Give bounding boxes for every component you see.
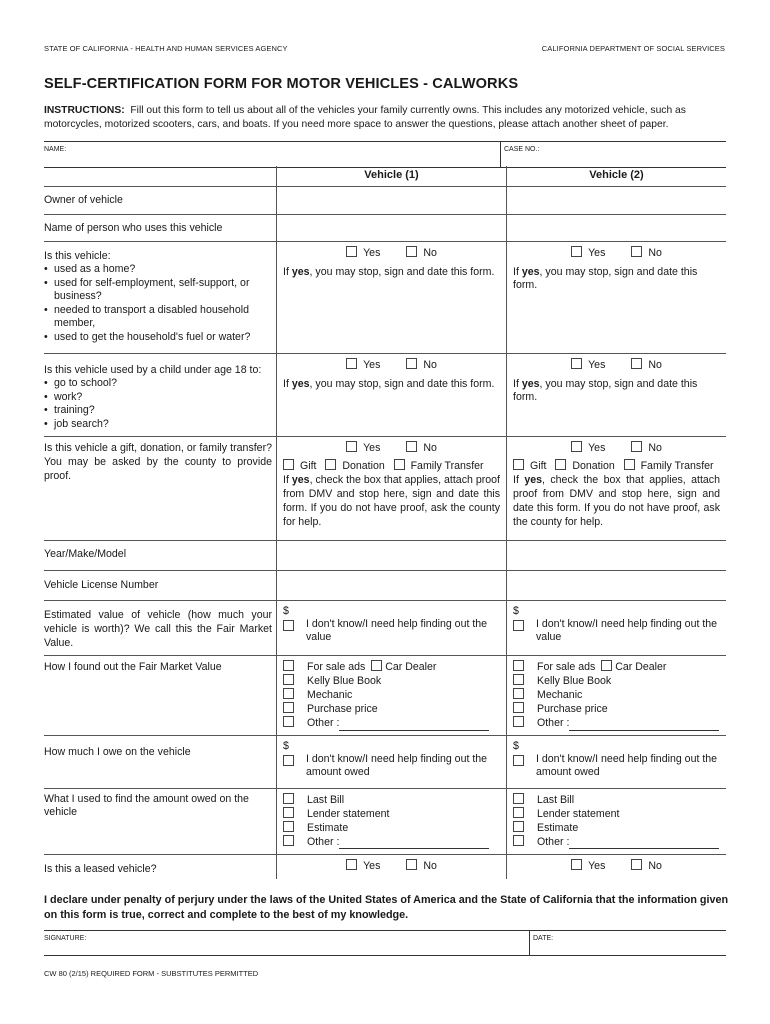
dont-know-label: I don't know/I need help finding out the value xyxy=(306,617,488,643)
child-v2 xyxy=(507,353,727,436)
other-label: Other : xyxy=(537,717,570,730)
no-label: No xyxy=(648,859,662,872)
note-yes: yes xyxy=(291,377,310,390)
is-this-list xyxy=(44,263,272,344)
no-label: No xyxy=(648,441,662,454)
is-this-item: • used to get the household's fuel or water? xyxy=(44,331,272,345)
yes-label: Yes xyxy=(363,859,381,872)
row-owe-source xyxy=(44,788,726,854)
is-this-item: • used as a home? xyxy=(44,263,272,277)
license-v2-input[interactable] xyxy=(507,570,727,600)
no-checkbox[interactable] xyxy=(406,859,417,870)
note-stop: , you may stop, sign and date this form. xyxy=(513,265,698,291)
owner-v2-input[interactable] xyxy=(507,186,727,214)
sale-ads-checkbox[interactable] xyxy=(283,660,294,671)
donation-checkbox[interactable] xyxy=(325,459,336,470)
owe-source-text: What I used to find the amount owed on the vehicle xyxy=(44,792,249,819)
header-agency: STATE OF CALIFORNIA - HEALTH AND HUMAN SERVICES AGENCY xyxy=(44,44,288,53)
note-if: If xyxy=(283,473,292,486)
owe-source-label xyxy=(44,788,277,854)
user-label: Name of person who uses this vehicle xyxy=(44,214,277,241)
yes-checkbox[interactable] xyxy=(346,246,357,257)
gift-note-text: , check the box that applies, attach proof from DMV and stop here, sign and date this form. If you do not have proof, ask the county for help. xyxy=(513,473,720,528)
yes-checkbox[interactable] xyxy=(346,358,357,369)
gift-option-label: Gift xyxy=(530,459,547,472)
other-label: Other : xyxy=(307,717,340,730)
other-checkbox[interactable] xyxy=(513,716,524,727)
purchase-price-checkbox[interactable] xyxy=(283,702,294,713)
child-list xyxy=(44,377,272,431)
other-checkbox[interactable] xyxy=(283,835,294,846)
donation-option-label: Donation xyxy=(342,459,385,472)
lender-statement-label: Lender statement xyxy=(537,807,620,820)
family-transfer-checkbox[interactable] xyxy=(624,459,635,470)
is-this-question xyxy=(44,241,277,353)
estimate-label: Estimate xyxy=(307,821,349,834)
value-v2 xyxy=(507,600,727,655)
yes-label: Yes xyxy=(588,246,606,259)
child-label: Is this vehicle used by a child under age 18 to: xyxy=(44,363,262,376)
ymm-v1-input[interactable] xyxy=(277,540,507,570)
is-this-v1 xyxy=(277,241,507,353)
gift-v1 xyxy=(277,436,507,540)
child-item: • go to school? xyxy=(44,377,272,391)
gift-label: Is this vehicle a gift, donation, or family transfer? You may be asked by the county to provide proof. xyxy=(44,441,272,482)
no-label: No xyxy=(423,358,437,371)
row-license xyxy=(44,570,726,600)
yes-checkbox[interactable] xyxy=(346,441,357,452)
no-checkbox[interactable] xyxy=(631,246,642,257)
header-department: CALIFORNIA DEPARTMENT OF SOCIAL SERVICES xyxy=(541,44,725,53)
instructions-text: Fill out this form to tell us about all of the vehicles your family currently owns. This includes any motorized vehicle, such as motorcycles, motorized scooters, cars, and boats. If you need more space to answer the questions, please attach another sheet of paper. xyxy=(44,105,686,130)
row-owe xyxy=(44,735,726,788)
yes-label: Yes xyxy=(363,358,381,371)
child-item: • work? xyxy=(44,391,272,405)
mechanic-label: Mechanic xyxy=(307,688,353,701)
owe-dont-know xyxy=(513,753,720,780)
yes-checkbox[interactable] xyxy=(346,859,357,870)
row-child xyxy=(44,353,726,436)
row-year-make-model xyxy=(44,540,726,570)
gift-question xyxy=(44,436,277,540)
lender-statement-label: Lender statement xyxy=(307,807,390,820)
row-owner xyxy=(44,186,726,214)
note-if: If xyxy=(513,377,522,390)
family-transfer-option-label: Family Transfer xyxy=(640,459,714,472)
note-yes: yes xyxy=(291,265,310,278)
vehicle-table xyxy=(44,166,726,879)
sale-ads-label: For sale ads xyxy=(307,660,366,673)
owe-v2 xyxy=(507,735,727,788)
value-dont-know xyxy=(283,618,500,645)
ymm-v2-input[interactable] xyxy=(507,540,727,570)
estimate-checkbox[interactable] xyxy=(513,821,524,832)
license-v1-input[interactable] xyxy=(277,570,507,600)
note-yes: yes xyxy=(521,377,540,390)
child-item: • training? xyxy=(44,404,272,418)
car-dealer-checkbox[interactable] xyxy=(371,660,382,671)
donation-checkbox[interactable] xyxy=(555,459,566,470)
dont-know-label: I don't know/I need help finding out the amount owed xyxy=(306,752,488,779)
note-yes: yes xyxy=(524,473,542,486)
purchase-price-label: Purchase price xyxy=(307,703,378,716)
row-value xyxy=(44,600,726,655)
car-dealer-label: Car Dealer xyxy=(615,660,667,673)
note-yes: yes xyxy=(521,265,540,278)
signature-field[interactable]: SIGNATURE: xyxy=(44,935,87,942)
other-label: Other : xyxy=(307,836,340,849)
is-this-item: • needed to transport a disabled household member, xyxy=(44,304,272,331)
stop-note xyxy=(283,378,500,392)
leased-v2 xyxy=(507,854,727,879)
lender-statement-checkbox[interactable] xyxy=(513,807,524,818)
yes-checkbox[interactable] xyxy=(571,859,582,870)
mechanic-checkbox[interactable] xyxy=(283,688,294,699)
value-label: Estimated value of vehicle (how much your vehicle is worth)? We call this the Fair Market Value. xyxy=(44,608,272,649)
is-this-v2 xyxy=(507,241,727,353)
gift-v2 xyxy=(507,436,727,540)
no-label: No xyxy=(423,441,437,454)
family-transfer-option-label: Family Transfer xyxy=(410,459,484,472)
owe-label: How much I owe on the vehicle xyxy=(44,735,277,788)
how-found-label: How I found out the Fair Market Value xyxy=(44,655,277,735)
gift-options xyxy=(513,459,720,473)
no-label: No xyxy=(648,358,662,371)
child-v1 xyxy=(277,353,507,436)
other-input[interactable] xyxy=(339,720,489,731)
note-if: If xyxy=(513,473,525,486)
last-bill-checkbox[interactable] xyxy=(513,793,524,804)
owe-v1 xyxy=(277,735,507,788)
vehicle-2-header: Vehicle (2) xyxy=(507,166,727,186)
kbb-label: Kelly Blue Book xyxy=(307,674,382,687)
sale-ads-label: For sale ads xyxy=(537,660,596,673)
row-is-this xyxy=(44,241,726,353)
yes-label: Yes xyxy=(363,246,381,259)
gift-checkbox[interactable] xyxy=(283,459,294,470)
instructions xyxy=(44,104,730,132)
note-stop: , you may stop, sign and date this form. xyxy=(309,377,495,390)
stop-note xyxy=(513,378,720,405)
gift-note xyxy=(513,473,720,529)
vehicle-1-header: Vehicle (1) xyxy=(277,166,507,186)
child-item: • job search? xyxy=(44,418,272,432)
car-dealer-label: Car Dealer xyxy=(385,660,437,673)
license-label: Vehicle License Number xyxy=(44,570,277,600)
yes-checkbox[interactable] xyxy=(571,441,582,452)
value-v1 xyxy=(277,600,507,655)
sale-ads-checkbox[interactable] xyxy=(513,660,524,671)
dont-know-checkbox[interactable] xyxy=(513,755,524,766)
value-question xyxy=(44,600,277,655)
gift-option-label: Gift xyxy=(300,459,317,472)
column-header-row xyxy=(44,166,726,186)
declaration: I declare under penalty of perjury under the laws of the United States of America and the State of California that the information given on this form is true, correct and complete to the best of my knowledge. xyxy=(44,894,729,921)
owe-dont-know xyxy=(283,753,500,780)
purchase-price-checkbox[interactable] xyxy=(513,702,524,713)
note-if: If xyxy=(513,265,522,278)
purchase-price-label: Purchase price xyxy=(537,703,608,716)
no-label: No xyxy=(648,246,662,259)
gift-note xyxy=(283,473,500,529)
other-label: Other : xyxy=(537,836,570,849)
other-input[interactable] xyxy=(569,720,719,731)
owner-v1-input[interactable] xyxy=(277,186,507,214)
leased-label: Is this a leased vehicle? xyxy=(44,862,157,875)
note-if: If xyxy=(283,265,292,278)
stop-note xyxy=(513,266,720,293)
mechanic-label: Mechanic xyxy=(537,688,583,701)
signature-row xyxy=(44,930,726,956)
kbb-label: Kelly Blue Book xyxy=(537,674,612,687)
mechanic-checkbox[interactable] xyxy=(513,688,524,699)
date-field[interactable]: DATE: xyxy=(533,935,554,942)
stop-note xyxy=(283,266,500,280)
yes-label: Yes xyxy=(363,441,381,454)
no-checkbox[interactable] xyxy=(631,859,642,870)
note-stop: , you may stop, sign and date this form. xyxy=(309,265,495,278)
row-how-found xyxy=(44,655,726,735)
other-checkbox[interactable] xyxy=(283,716,294,727)
owner-label: Owner of vehicle xyxy=(44,186,277,214)
dollar-sign[interactable]: $ xyxy=(283,739,289,752)
yes-label: Yes xyxy=(588,441,606,454)
yes-checkbox[interactable] xyxy=(571,358,582,369)
owe-source-v2 xyxy=(507,788,727,854)
no-checkbox[interactable] xyxy=(406,358,417,369)
lender-statement-checkbox[interactable] xyxy=(283,807,294,818)
row-leased xyxy=(44,854,726,879)
leased-v1 xyxy=(277,854,507,879)
owe-source-v1 xyxy=(277,788,507,854)
dont-know-checkbox[interactable] xyxy=(283,620,294,631)
name-case-row xyxy=(44,141,726,168)
no-checkbox[interactable] xyxy=(406,246,417,257)
yes-label: Yes xyxy=(588,859,606,872)
dollar-sign[interactable]: $ xyxy=(513,604,519,617)
other-input[interactable] xyxy=(569,838,719,849)
no-label: No xyxy=(423,246,437,259)
gift-options xyxy=(283,459,500,473)
signature-date-divider xyxy=(529,931,530,955)
other-input[interactable] xyxy=(339,838,489,849)
last-bill-checkbox[interactable] xyxy=(283,793,294,804)
how-found-v2 xyxy=(507,655,727,735)
note-stop: , you may stop, sign and date this form. xyxy=(513,377,698,403)
row-gift xyxy=(44,436,726,540)
kbb-checkbox[interactable] xyxy=(283,674,294,685)
car-dealer-checkbox[interactable] xyxy=(601,660,612,671)
dont-know-label: I don't know/I need help finding out the value xyxy=(536,617,718,643)
no-checkbox[interactable] xyxy=(631,358,642,369)
estimate-checkbox[interactable] xyxy=(283,821,294,832)
header-blank xyxy=(44,166,277,186)
ymm-label: Year/Make/Model xyxy=(44,540,277,570)
dollar-sign[interactable]: $ xyxy=(513,739,519,752)
no-checkbox[interactable] xyxy=(406,441,417,452)
yes-checkbox[interactable] xyxy=(571,246,582,257)
dont-know-checkbox[interactable] xyxy=(513,620,524,631)
dont-know-label: I don't know/I need help finding out the amount owed xyxy=(536,752,718,779)
gift-checkbox[interactable] xyxy=(513,459,524,470)
case-number-field[interactable]: CASE NO.: xyxy=(504,146,540,153)
name-case-divider xyxy=(500,142,501,167)
user-v1-input[interactable] xyxy=(277,214,507,241)
yes-label: Yes xyxy=(588,358,606,371)
note-if: If xyxy=(283,377,292,390)
estimate-label: Estimate xyxy=(537,821,579,834)
form-footer: CW 80 (2/15) REQUIRED FORM - SUBSTITUTES PERMITTED xyxy=(44,969,259,978)
family-transfer-checkbox[interactable] xyxy=(394,459,405,470)
name-field[interactable]: NAME: xyxy=(44,146,67,153)
other-checkbox[interactable] xyxy=(513,835,524,846)
donation-option-label: Donation xyxy=(572,459,615,472)
last-bill-label: Last Bill xyxy=(307,793,345,806)
row-user xyxy=(44,214,726,241)
child-question xyxy=(44,353,277,436)
no-checkbox[interactable] xyxy=(631,441,642,452)
is-this-label: Is this vehicle: xyxy=(44,249,111,262)
user-v2-input[interactable] xyxy=(507,214,727,241)
kbb-checkbox[interactable] xyxy=(513,674,524,685)
form-title: SELF-CERTIFICATION FORM FOR MOTOR VEHICLES - CALWORKS xyxy=(44,76,519,92)
how-found-v1 xyxy=(277,655,507,735)
note-yes: yes xyxy=(291,473,310,486)
dollar-sign[interactable]: $ xyxy=(283,604,289,617)
is-this-item: • used for self-employment, self-support, or business? xyxy=(44,277,272,304)
dont-know-checkbox[interactable] xyxy=(283,755,294,766)
no-label: No xyxy=(423,859,437,872)
instructions-label: INSTRUCTIONS: xyxy=(44,105,125,116)
gift-note-text: , check the box that applies, attach proof from DMV and stop here, sign and date this form. If you do not have proof, ask the county for help. xyxy=(283,473,500,528)
last-bill-label: Last Bill xyxy=(537,793,575,806)
value-dont-know xyxy=(513,618,720,645)
